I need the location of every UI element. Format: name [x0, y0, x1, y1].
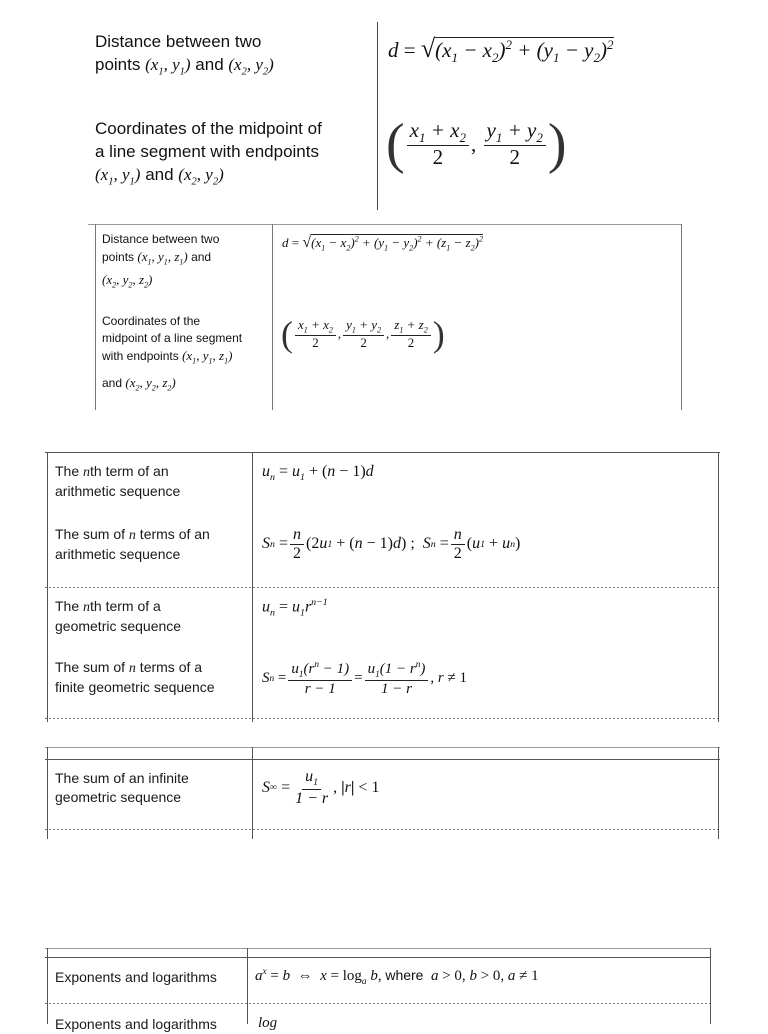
inf-formula: S ∞ = $\frac{u_1}{1 - r}$ , | r | < 1 — [262, 768, 380, 808]
panel2-distance-formula: $d = √(x_1 - x_2)^2 + (y_1 - y_2)^2 + (z_1 - z_2)^2$ — [282, 234, 484, 253]
panel1-midpoint-formula: ( $\frac{x_1 + x_2}{2}$ , $\frac{y_1 + y_2}{2}$ ) — [386, 113, 567, 175]
panel1-distance-label: Distance between two points ($x_1$, $y_1$) and ($x_2$, $y_2$) — [95, 32, 274, 78]
inf-label: The sum of an infinite geometric sequence — [55, 770, 189, 805]
inf-right-line — [718, 747, 719, 839]
seq-bottom-line — [45, 718, 720, 719]
seq-top-line — [45, 452, 720, 453]
inf-top-line — [45, 747, 720, 748]
sum-geom-label: The sum of n terms of a finite geometric sequence — [55, 659, 215, 695]
nth-geom-formula: $u_n = u_1r^{n-1}$ — [262, 597, 328, 619]
log-bottom-line — [45, 1003, 710, 1004]
log-mid-vline — [247, 948, 248, 1024]
inf-left-line — [47, 747, 48, 839]
log-label: Exponents and logarithms — [55, 969, 217, 985]
panel1-midpoint-label: Coordinates of the midpoint of a line segment with endpoints ($x_1$, $y_1$) and ($x_2$, $y_2$) — [95, 119, 322, 188]
seq-mid-vline — [252, 452, 253, 722]
seq-mid-line — [45, 587, 720, 588]
log-right-line — [710, 948, 711, 1024]
panel2-right-line — [681, 224, 682, 410]
log-formula: $a^x = b$ ⇔ $x = \log_a b$, where a > 0, b > 0, a ≠ 1 — [255, 967, 539, 987]
panel2-left-line — [95, 224, 96, 410]
log-label-partial: Exponents and logarithms — [55, 1016, 217, 1032]
seq-right-line — [718, 452, 719, 722]
nth-arith-label: The nth term of an arithmetic sequence — [55, 463, 181, 499]
nth-arith-formula: $u_n = u_1 + (n - 1)d$ — [262, 463, 374, 484]
inf-second-line — [45, 759, 720, 760]
sum-arith-formula: S n = $\frac{n}{2}$ (2 u 1 + ( n − 1) d ) ; S n = $\frac{n}{2}$ ( u 1 + u n ) — [262, 526, 521, 562]
inf-mid-vline — [252, 747, 253, 839]
log-top-line — [45, 948, 710, 949]
seq-left-line — [47, 452, 48, 722]
panel2-distance-label: Distance between two points ($x_1$, $y_1$, $z_1$) and ($x_2$, $y_2$, $z_2$) — [102, 232, 220, 290]
log-formula-partial: log — [258, 1015, 278, 1031]
nth-geom-label: The nth term of a geometric sequence — [55, 598, 182, 634]
panel2-mid-line — [272, 224, 273, 410]
inf-bottom-line — [45, 829, 720, 830]
panel1-divider — [377, 22, 378, 210]
panel2-midpoint-formula: ( $\frac{x_1 + x_2}{2}$ , $\frac{y_1 + y_2}{2}$ , $\frac{z_1 + z_2}{2}$ ) — [281, 314, 445, 354]
log-left-line — [47, 948, 48, 1024]
panel2-top-line — [88, 224, 681, 225]
log-second-line — [45, 957, 710, 958]
sum-arith-label: The sum of n terms of an arithmetic sequence — [55, 526, 210, 562]
panel2-midpoint-label: Coordinates of the midpoint of a line segment with endpoints ($x_1$, $y_1$, $z_1$) and ($x_2$, $y_2$, $z_2$) — [102, 314, 243, 393]
panel1-distance-formula: $d = √(x_1 - x_2)^2 + (y_1 - y_2)^2$ — [388, 34, 614, 66]
sum-geom-formula: S n = $\frac{u_1(r^n - 1)}{r - 1}$ = $\frac{u_1(1 - r^n)}{1 - r}$ , r ≠ 1 — [262, 660, 467, 698]
